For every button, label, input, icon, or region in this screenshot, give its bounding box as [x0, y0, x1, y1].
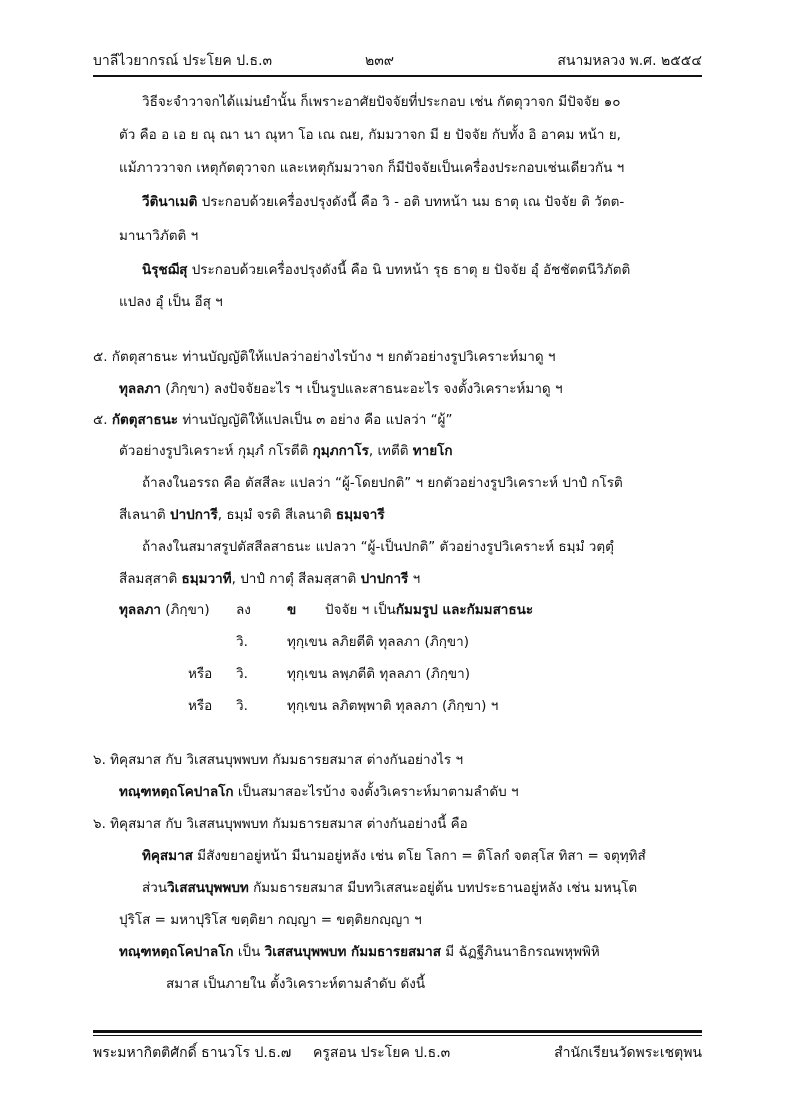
- body-line: แม้ภาววาจก เหตุกัตตุวาจก และเหตุกัมมวาจก ก็มีปัจจัยเป็นเครื่องประกอบเช่นเดียวกัน ฯ: [119, 160, 625, 176]
- body-line: ส่วนวิเสสนบุพพบท กัมมธารยสมาส มีบทวิเสสนะอยู่ต้น บทประธานอยู่หลัง เช่น มหนฺโต: [142, 880, 638, 896]
- body-line: แปลง อุํ เป็น อีสุ ฯ: [119, 294, 223, 310]
- term-bold: กัตตุสาธนะ: [111, 412, 179, 428]
- header-rule: [93, 75, 702, 77]
- answer-5: ๕. กัตตุสาธนะ ท่านบัญญัติให้แปลเป็น ๓ อย่าง คือ แปลว่า “ผู้”: [93, 412, 453, 428]
- body-line: สมาส เป็นภายใน ตั้งวิเคราะห์ตามลำดับ ดังนี้: [166, 976, 426, 992]
- body-line: นิรุชฌีสุ ประกอบด้วยเครื่องปรุงดังนี้ คือ นิ บทหน้า รุธ ธาตุ ย ปัจจัย อุํ อัชชัตตนีวิภัตติ: [142, 262, 631, 278]
- footer-rule-bottom: [93, 1035, 702, 1036]
- term-bold: ทิคุสมาส: [142, 848, 193, 864]
- table-row: ทุกฺเขน ลภิยตีติ ทุลลภา (ภิกฺขา): [287, 634, 469, 650]
- body-line: วิธีจะจำวาจกได้แม่นยำนั้น ก็เพราะอาศัยปัจจัยที่ประกอบ เช่น กัตตุวาจก มีปัจจัย ๑๐: [142, 94, 621, 110]
- page-footer: [93, 1042, 702, 1064]
- footer-center: ครูสอน ประโยค ป.ธ.๓: [313, 1045, 451, 1061]
- body-line: ถ้าลงในสมาสรูปตัสสีลสาธนะ แปลวา “ผู้-เป็นปกติ” ตัวอย่างรูปวิเคราะห์ ธมฺมํ วตฺตุํ: [142, 539, 614, 555]
- question-6: ๖. ทิคุสมาส กับ วิเสสนบุพพบท กัมมธารยสมาส ต่างกันอย่างไร ฯ: [93, 752, 464, 768]
- term-bold: วีตินาเมติ: [142, 194, 198, 210]
- page-header: [93, 50, 702, 72]
- body-line: ทณฺฑหตฺถโคปาลโก เป็น วิเสสนบุพพบท กัมมธารยสมาส มี ฉัฏฐีภินนาธิกรณพหุพพิหิ: [119, 944, 600, 960]
- term-bold: ทุลลภา: [119, 381, 161, 397]
- answer-6: ๖. ทิคุสมาส กับ วิเสสนบุพพบท กัมมธารยสมาส ต่างกันอย่างนี้ คือ: [93, 816, 468, 832]
- term-bold: ทุลลภา: [119, 602, 161, 618]
- term-bold: นิรุชฌีสุ: [142, 262, 188, 278]
- body-line: สีลมสฺสาติ ธมฺมวาที, ปาปํ กาตุํ สีลมสฺสาติ ปาปการี ฯ: [119, 571, 421, 587]
- header-right: สนามหลวง พ.ศ. ๒๕๕๔: [557, 53, 702, 69]
- body-line: ตัว คือ อ เอ ย ณุ ณา นา ณุหา โอ เณ ณย, กัมมวาจก มี ย ปัจจัย กับทั้ง อิ อาคม หน้า ย,: [119, 127, 621, 143]
- body-line: ตัวอย่างรูปวิเคราะห์ กุมฺภํ กโรตีติ กุมฺภกาโร, เทตีติ ทายโก: [119, 443, 453, 459]
- body-line: สีเลนาติ ปาปการี, ธมฺมํ จรติ สีเลนาติ ธมฺมจารี: [119, 507, 385, 523]
- page-number: ๒๓๙: [365, 53, 395, 69]
- question-5: ๕. กัตตุสาธนะ ท่านบัญญัติให้แปลว่าอย่างไรบ้าง ฯ ยกตัวอย่างรูปวิเคราะห์มาดู ฯ: [93, 349, 556, 365]
- footer-rule-top: [93, 1030, 702, 1033]
- body-line: มานาวิภัตติ ฯ: [119, 228, 199, 244]
- question-6-line: ทณฺฑหตฺถโคปาลโก เป็นสมาสอะไรบ้าง จงตั้งวิเคราะห์มาตามลำดับ ฯ: [119, 784, 519, 800]
- question-5-line: ทุลลภา (ภิกฺขา) ลงปัจจัยอะไร ฯ เป็นรูปและสาธนะอะไร จงตั้งวิเคราะห์มาดู ฯ: [119, 381, 563, 397]
- body-line: วีตินาเมติ ประกอบด้วยเครื่องปรุงดังนี้ คือ วิ - อติ บทหน้า นม ธาตุ เณ ปัจจัย ติ วัตต-: [142, 194, 625, 210]
- table-row: ทุกฺเขน ลพฺภตีติ ทุลลภา (ภิกฺขา): [287, 666, 470, 682]
- body-line: ปุริโส = มหาปุริโส ขตฺติยา กญฺญา = ขตฺติยกญฺญา ฯ: [119, 912, 422, 928]
- footer-right: สำนักเรียนวัดพระเชตุพน: [554, 1045, 702, 1061]
- term-bold: ทณฺฑหตฺถโคปาลโก: [119, 784, 234, 800]
- footer-left: พระมหากิตติศักดิ์ ธานวโร ป.ธ.๗: [93, 1045, 292, 1061]
- table-row: ทุกฺเขน ลภิตพฺพาติ ทุลลภา (ภิกฺขา) ฯ: [287, 698, 499, 714]
- body-line: ทิคุสมาส มีสังขยาอยู่หน้า มีนามอยู่หลัง เช่น ตโย โลกา = ติโลกํ จตสฺโส ทิสา = จตุทฺทิสํ: [142, 848, 646, 864]
- body-line: ถ้าลงในอรรถ คือ ตัสสีละ แปลว่า “ผู้-โดยปกติ” ฯ ยกตัวอย่างรูปวิเคราะห์ ปาปํ กโรติ: [142, 475, 623, 491]
- header-left: บาลีไวยากรณ์ ประโยค ป.ธ.๓: [93, 53, 273, 69]
